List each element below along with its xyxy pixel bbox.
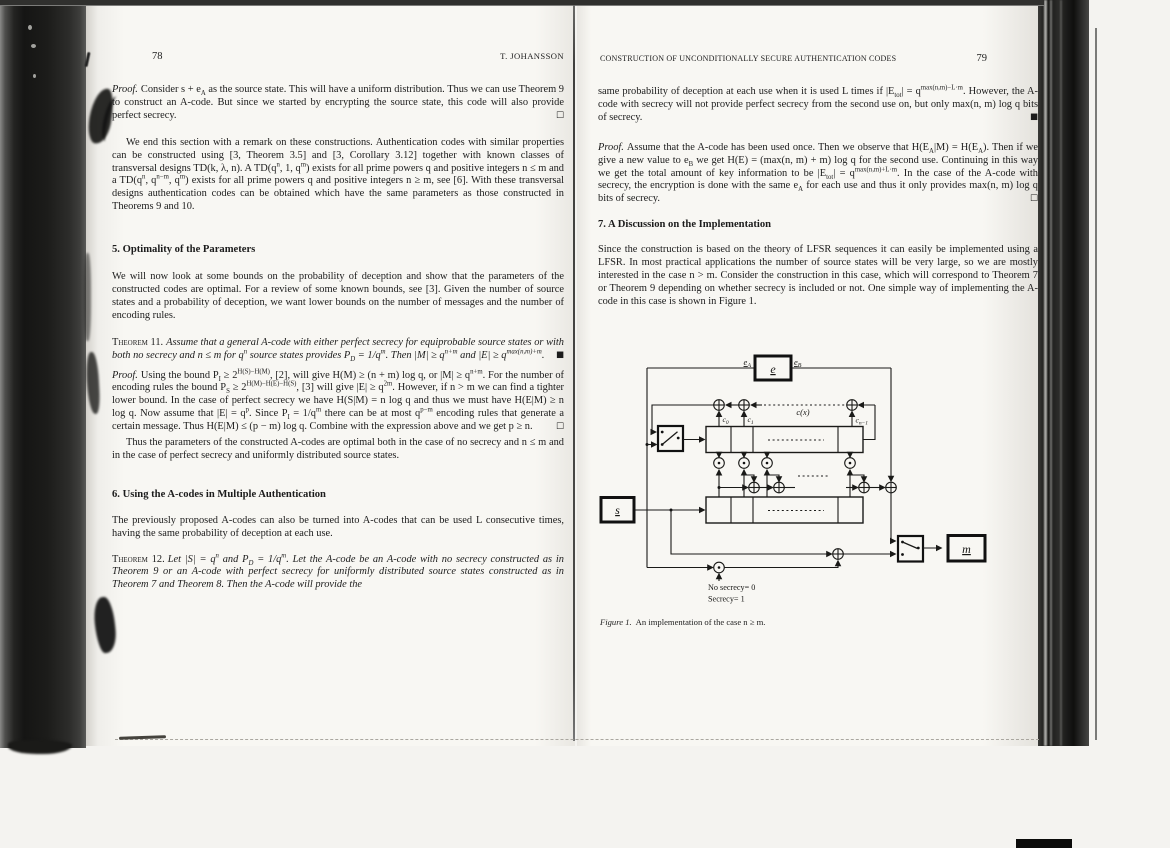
qed-symbol: □ — [555, 421, 564, 432]
paragraph: We end this section with a remark on these constructions. Authentication codes with similar properties can be constructed using [3, Theorem 3.5] and [3, Corollary 3.12] together with known classes of transversal designs TD(k, λ, n). A $TD(q^n$, 1, $q^m$) exists for all prime powers q and positive integers n ≤ m and a $TD(q^n$, $q^{n-m}$, $q^m$) exists for all prime powers q and positive integers n ≥ m, see [6]. With these transversal designs authentication codes can be obtained which have the same parameters as those constructed in Theorems 9 and 10. — [112, 136, 565, 213]
top-shift-register — [706, 427, 863, 453]
secrecy-output-wire — [725, 561, 839, 568]
qed-symbol: ■ — [1029, 111, 1038, 122]
section-heading: 7. A Discussion on the Implementation — [598, 219, 772, 231]
xor-gate — [714, 400, 725, 411]
paragraph-lead: Proof. — [598, 141, 624, 153]
page-edge-streak — [1044, 0, 1047, 746]
paragraph: Proof. Assume that the A-code has been used once. Then we observe that $H(E_A|M) = H(E_A)$. Then if we give a new value to $e_B$ we get H(E) = (max(n, m) + m) log q for the second use. Continuing in this way we get the total amount of key information to be $|E_{tot}| = q^{max(n,m)+L\cdot m}$. In the case of the A-code with secrecy, the encryption is done with the same $e_A$ for each use and thus it only provides max(n, m) log q bits of secrecy. □ — [598, 141, 1039, 205]
xor-gate — [886, 482, 897, 493]
switch-contact — [901, 553, 904, 556]
paragraph: Proof. Using the bound $P_I \ge 2^{H(S)-H(M)}$, [2], will give H(M) ≥ (n + m) log q, or $|M| \ge q^{n+m}$. For the number of encoding rules the bound $P_S \ge 2^{H(M)-H(E)-H(S)}$, [3] will give $|E| \ge q^{2m}$. However, if n > m we can find a tighter lower bound. In the case of perfect secrecy we have H(S|M) = n log q and thus we must have H(E|M) ≥ n log q. Now assume that $|E| = q^p$. Since $P_I = 1/q^m$ there can be at most $q^{p-m}$ encoding rules that generate a certain message. Thus H(E|M) ≤ (p − m) log q. Combine with the expression above and we get p ≥ n. □ — [112, 368, 565, 433]
mult-output-wire — [744, 475, 754, 482]
paragraph: Thus the parameters of the constructed A-codes are optimal both in the case of no secrecy and n ≤ m and in the case of perfect secrecy and uniformly distributed source states. — [112, 437, 564, 461]
mult-output-wire — [767, 475, 779, 482]
secrecy-label: Secrecy= 1 — [708, 594, 745, 604]
feedback-poly-label: c(x) — [796, 407, 810, 417]
paragraph: We will now look at some bounds on the probability of deception and show that the parameters of the constructed codes are optimal. For a review of some known bounds, see [3]. Given the number of source states and a probability of deception, we want lower bounds on the number of messages and the number of encoding rules. — [112, 271, 564, 321]
scan-speck — [31, 44, 36, 48]
right-page-edge-line — [1095, 28, 1097, 740]
paragraph: The previously proposed A-codes can also be turned into A-codes that can be used L consecutive times, having the same probability of deception at each use. — [112, 514, 564, 539]
book-bottom-edge-line — [115, 739, 1039, 740]
page-edge-streak — [1060, 0, 1062, 746]
section-heading: 6. Using the A-codes in Multiple Authentication — [112, 488, 326, 500]
figure-caption-text: An implementation of the case n ≥ m. — [635, 617, 766, 627]
key-b-label: $e_B$ — [794, 357, 802, 369]
message-box-label: m — [962, 542, 971, 556]
left-page-header — [112, 51, 564, 62]
qed-symbol: ■ — [555, 349, 564, 360]
right-page-body — [598, 86, 1038, 309]
ink-smudge — [84, 253, 91, 341]
mult-gate — [739, 458, 750, 469]
right-page-header — [600, 53, 987, 64]
tag-output-wire — [891, 493, 896, 541]
xor-gate — [859, 482, 870, 493]
paragraph: Proof. Consider $s + e_A$ as the source state. This will have a uniform distribution. Thus we can use Theorem 9 to construct an A-code. But since we started by encrypting the source state, this code will also provide perfect secrecy. □ — [112, 84, 565, 121]
switch-contact — [661, 431, 664, 434]
book-spine-shadow-band — [0, 0, 86, 748]
page-edge-streak — [1050, 0, 1052, 746]
coef-c1-label: $c_1$ — [747, 415, 754, 426]
running-head: CONSTRUCTION OF UNCONDITIONALLY SECURE AUTHENTICATION CODES — [600, 54, 897, 63]
paragraph: Theorem 11. Assume that a general A-code with either perfect secrecy for equiprobable source states or with both no secrecy and n ≤ m for $q^n$ source states provides $P_D = 1/q^m$. Then $|M| \ge q^{n+m}$ and $|E| \ge q^{max(n,m)+m}$. ■ — [112, 336, 564, 363]
figure-caption — [600, 617, 765, 627]
key-a-label: $e_A$ — [743, 357, 751, 369]
left-page-body — [112, 84, 564, 592]
secrecy-mult-gate — [714, 562, 725, 573]
figure-diagram — [598, 354, 1038, 614]
page-edges-band — [1038, 0, 1089, 746]
source-box-label: s — [615, 503, 620, 517]
xor-gate — [739, 400, 750, 411]
paragraph-lead: Theorem 11. — [112, 336, 164, 348]
qed-symbol: □ — [1029, 193, 1038, 204]
paragraph-lead: Proof. — [112, 84, 138, 95]
key-box-label: e — [770, 362, 776, 376]
xor-gate — [847, 400, 858, 411]
mult-gate — [762, 458, 773, 469]
band-foot-shadow — [8, 740, 72, 754]
paragraph: Theorem 12. Let $|S| = q^n$ and $P_D = 1/q^m$. Let the A-code be an A-code with no secrecy constructed as in Theorem 9 or an A-code with perfect secrecy for uniformly distributed source states constructed as in Theorem 7 and Theorem 8. Then the A-code will provide the — [112, 552, 564, 591]
mult-output-wire — [850, 475, 864, 482]
scan-artifact-bar — [1016, 839, 1072, 848]
figure-caption-lead: Figure 1. — [600, 617, 632, 627]
qed-symbol: □ — [555, 109, 564, 120]
no-secrecy-label: No secrecy= 0 — [708, 583, 756, 592]
scan-speck — [28, 25, 32, 30]
switch-contact — [677, 437, 680, 440]
paragraph: Since the construction is based on the theory of LFSR sequences it can easily be implemented using a LFSR. In most practical applications the number of source states will be very large, so we are mostly interested in the case n > m. Consider the construction in this case, which will correspond to Theorem 7 or Theorem 9 depending on whether secrecy is included or not. One simple way of implementing the A-code in this case is shown in Figure 1. — [598, 244, 1038, 307]
paragraph: same probability of deception at each use when it is used L times if $|E_{tot}| = q^{max(n,m)-L\cdot m}$. However, the A-code with secrecy will not provide perfect secrecy from the second use on, but only max(n, m) log q bits of secrecy. ■ — [598, 84, 1038, 123]
book-top-edge-shadow — [0, 0, 1044, 6]
paragraph-lead: Theorem 12. — [112, 553, 165, 565]
page-number: 78 — [152, 51, 163, 62]
xor-gate — [749, 482, 760, 493]
mult-gate — [845, 458, 856, 469]
running-head: T. JOHANSSON — [500, 51, 564, 61]
section-heading: 5. Optimality of the Parameters — [112, 244, 256, 256]
page-gutter-line — [573, 5, 575, 741]
paragraph-lead: Proof. — [112, 369, 138, 381]
scan-speck — [33, 74, 36, 78]
coef-cn-label: $c_{n-1}$ — [855, 415, 869, 427]
xor-gate — [833, 549, 844, 560]
page-number: 79 — [976, 53, 987, 64]
coef-c0-label: $c_0$ — [722, 415, 729, 426]
xor-gate — [774, 482, 785, 493]
bottom-shift-register — [706, 497, 863, 523]
mult-gate — [714, 458, 725, 469]
